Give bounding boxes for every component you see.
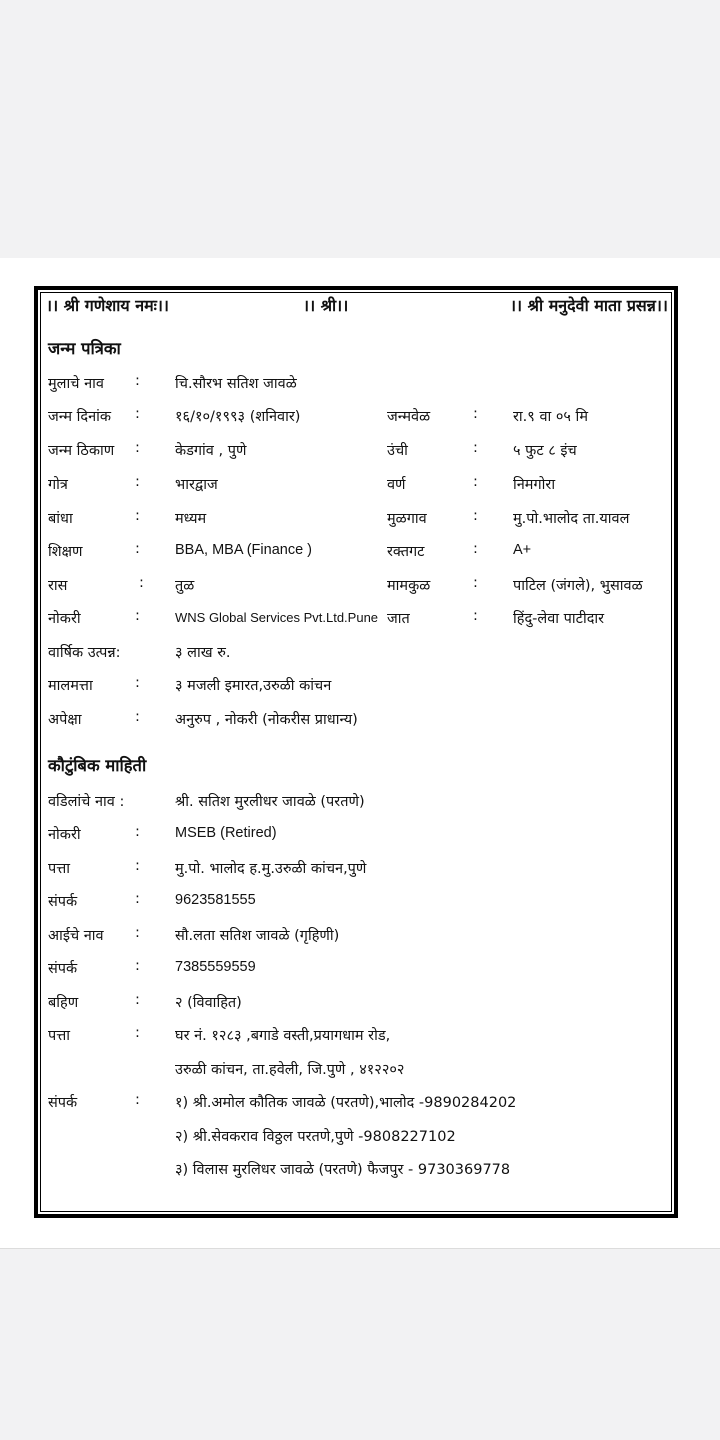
row-label: मामकुळ (387, 578, 431, 594)
row-colon: : (135, 891, 140, 907)
row-colon: : (135, 992, 140, 1008)
row-value: भारद्वाज (175, 477, 218, 493)
row-value: १६/१०/१९९३ (शनिवार) (175, 409, 301, 425)
row-label: वडिलांचे नाव : (48, 794, 125, 810)
row-colon: : (135, 508, 140, 524)
row-value: A+ (513, 542, 532, 558)
row-value: मु.पो. भालोद ह.मु.उरुळी कांचन,पुणे (175, 861, 367, 877)
row-value: केडगांव , पुणे (175, 443, 247, 459)
row-value: ५ फुट ८ इंच (513, 443, 577, 459)
row-colon: : (135, 541, 140, 557)
row-label: वर्ण (387, 477, 406, 493)
row-colon: : (473, 440, 478, 456)
contact-item: २) श्री.सेवकराव विठ्ठल परतणे,पुणे -9808227102 (175, 1129, 456, 1145)
row-label: मुलाचे नाव (48, 376, 104, 392)
contact-item: ३) विलास मुरलिधर जावळे (परतणे) फैजपुर - 9730369778 (175, 1162, 511, 1178)
row-label: बहिण (48, 995, 79, 1011)
row-label: जन्म ठिकाण (48, 443, 115, 459)
row-colon: : (135, 373, 140, 389)
row-value: रा.९ वा ०५ मि (513, 409, 588, 425)
row-colon: : (135, 406, 140, 422)
row-colon: : (135, 925, 140, 941)
row-label: आईचे नाव (48, 928, 104, 944)
row-value: मध्यम (175, 511, 207, 527)
row-colon: : (473, 474, 478, 490)
row-value: श्री. सतिश मुरलीधर जावळे (परतणे) (175, 794, 365, 810)
row-label: जात (387, 611, 410, 627)
row-colon: : (473, 575, 478, 591)
birth-chart-title: जन्म पत्रिका (48, 339, 121, 358)
row-value: चि.सौरभ सतिश जावळे (175, 376, 297, 392)
row-value: ३ मजली इमारत,उरुळी कांचन (175, 678, 332, 694)
row-colon: : (135, 608, 140, 624)
row-label: मुळगाव (387, 511, 427, 527)
row-colon: : (135, 1025, 140, 1041)
header-left-invocation: ।। श्री गणेशाय नमः।। (46, 296, 169, 315)
row-colon: : (473, 608, 478, 624)
row-value: BBA, MBA (Finance ) (175, 542, 312, 558)
header-center-invocation: ।। श्री।। (303, 296, 349, 315)
row-colon: : (135, 440, 140, 456)
row-value: तुळ (175, 578, 195, 594)
row-value: सौ.लता सतिश जावळे (गृहिणी) (175, 928, 340, 944)
row-label: मालमत्ता (48, 678, 93, 694)
row-label: अपेक्षा (48, 712, 82, 728)
row-label: बांधा (48, 511, 73, 527)
row-colon: : (135, 474, 140, 490)
row-label: संपर्क (48, 961, 78, 977)
row-value: WNS Global Services Pvt.Ltd.Pune (175, 610, 379, 625)
family-info-title: कौटुंबिक माहिती (48, 756, 147, 775)
row-value: निमगोरा (513, 477, 556, 493)
row-label: संपर्क (48, 894, 78, 910)
row-value: मु.पो.भालोद ता.यावल (513, 511, 630, 527)
row-colon: : (135, 958, 140, 974)
row-colon: : (135, 675, 140, 691)
row-label: पत्ता (48, 1028, 71, 1044)
row-label: रक्तगट (387, 544, 425, 560)
row-colon: : (135, 858, 140, 874)
row-label: रास (48, 578, 68, 594)
row-value: 7385559559 (175, 959, 256, 975)
row-value: MSEB (Retired) (175, 825, 277, 841)
row-value: २ (विवाहित) (175, 995, 242, 1011)
row-label: वार्षिक उत्पन्न: (48, 645, 121, 661)
row-colon: : (473, 508, 478, 524)
row-label: संपर्क (48, 1095, 78, 1111)
header-right-invocation: ।। श्री मनुदेवी माता प्रसन्न।। (509, 296, 668, 315)
row-value: ३ लाख रु. (175, 645, 231, 661)
row-value: हिंदु-लेवा पाटीदार (513, 611, 605, 627)
row-colon: : (139, 575, 144, 591)
row-value: अनुरुप , नोकरी (नोकरीस प्राधान्य) (175, 712, 358, 728)
row-colon: : (135, 1092, 140, 1108)
row-value: पाटिल (जंगले), भुसावळ (513, 578, 643, 594)
row-value: उरुळी कांचन, ता.हवेली, जि.पुणे , ४१२२०२ (175, 1062, 405, 1078)
row-colon: : (135, 824, 140, 840)
row-label: नोकरी (48, 827, 81, 843)
row-label: शिक्षण (48, 544, 83, 560)
row-colon: : (135, 709, 140, 725)
row-colon: : (473, 541, 478, 557)
row-value: घर नं. १२८३ ,बगाडे वस्ती,प्रयागधाम रोड, (175, 1028, 391, 1044)
row-label: जन्मवेळ (387, 409, 431, 425)
row-colon: : (473, 406, 478, 422)
row-label: नोकरी (48, 611, 81, 627)
row-label: पत्ता (48, 861, 71, 877)
row-value: 9623581555 (175, 892, 256, 908)
row-label: गोत्र (48, 477, 68, 493)
contact-item: १) श्री.अमोल कौतिक जावळे (परतणे),भालोद -9890284202 (175, 1095, 517, 1111)
row-label: जन्म दिनांक (48, 409, 112, 425)
row-label: उंची (387, 443, 408, 459)
